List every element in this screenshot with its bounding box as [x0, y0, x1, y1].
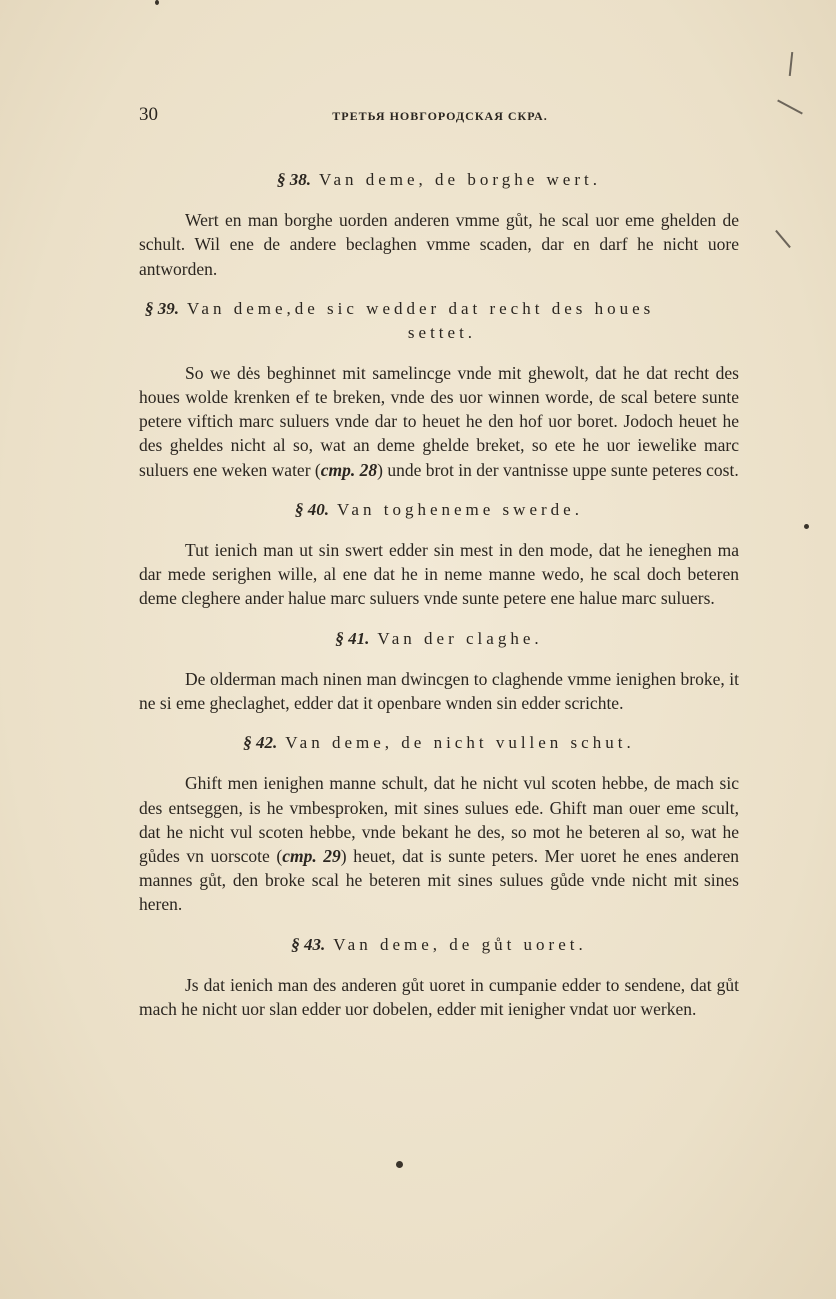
section-paragraph-43: Js dat ienich man des anderen gůt uoret in cumpanie edder to sendene, dat gůt mach he nicht uor slan edder uor dobelen, edder mit ienigher vndat uor werken. — [139, 974, 739, 1020]
section-heading-40 — [139, 498, 739, 522]
paragraph-text: So we dės beghinnet mit samelincge vnde mit ghewolt, dat he dat recht des houes wolde krenken ef te breken, vnde des uor winnen worde, de scal betere sunte petere viftich marc suluers vnde dar to heuet he den hof uor boret. Jodoch heuet he des gheldes nicht al so, wat an deme ghelde breket, so ete he uor iewelike marc suluers ene weken water ( — [139, 362, 739, 480]
section-paragraph-39 — [139, 361, 739, 482]
ink-speck — [804, 524, 809, 529]
cross-reference: cmp. 28 — [320, 459, 378, 480]
cross-reference: cmp. 29 — [282, 846, 341, 867]
section-number: § 42. — [243, 733, 278, 753]
paragraph-text: ) heuet, dat is sunte peters. Mer uoret he enes anderen mannes gůt, den broke scal he beteren mit sines sulues gůde vnde nicht mit sines heren. — [139, 846, 739, 915]
section-heading-41 — [139, 627, 739, 651]
section-heading-42 — [139, 731, 739, 755]
section-heading-43 — [139, 933, 739, 957]
section-title: Van deme, de borghe wert. — [319, 170, 601, 189]
page-header — [139, 104, 741, 130]
section-number: § 43. — [291, 934, 326, 954]
page-edge-mark — [777, 100, 803, 115]
ink-speck — [155, 0, 159, 5]
section-title: Van deme, de gůt uoret. — [333, 934, 587, 954]
section-heading-38 — [139, 168, 739, 192]
paragraph-text: Ghift men ienighen manne schult, dat he nicht vul scoten hebbe, de mach sic des entseggen, is he vmbesproken, mit sines sulues ede. Ghift man ouer eme scult, dat he nicht vul scoten hebbe, vnde bekant he des, so mot he beteren al so, wat he gůdes vn uorscote ( — [139, 773, 739, 867]
section-number: § 39. — [145, 298, 179, 318]
section-number: § 38. — [277, 170, 312, 189]
section-title: Van deme, de nicht vullen schut. — [285, 733, 635, 753]
section-title-line1: Van deme,de sic wedder dat recht des houes — [187, 298, 655, 318]
section-heading-39 — [139, 297, 739, 345]
paragraph-text: ) unde brot in der vantnisse uppe sunte peteres cost. — [377, 459, 739, 480]
section-paragraph-42 — [139, 771, 739, 916]
page-edge-mark — [775, 230, 791, 248]
section-paragraph-38: Wert en man borghe uorden anderen vmme gůt, he scal uor eme ghelden de schult. Wil ene de andere beclaghen vmme scaden, dar en darf he nicht uore antworden. — [139, 210, 739, 279]
section-number: § 40. — [295, 499, 330, 519]
running-title: ТРЕТЬЯ НОВГОРОДСКАЯ СКРА. — [332, 109, 548, 123]
section-title: Van der claghe. — [377, 628, 543, 648]
page-edge-mark — [789, 52, 793, 76]
section-paragraph-40: Tut ienich man ut sin swert edder sin mest in den mode, dat he ieneghen ma dar mede serighen wille, al ene dat he in neme manne wedo, he scal doch beteren deme cleghere ander halue marc suluers vnde sunte petere ene halue marc suluers. — [139, 540, 739, 609]
section-paragraph-41: De olderman mach ninen man dwincgen to claghende vmme ienighen broke, it ne si eme gheclaghet, edder dat it openbare wnden sin edder scrichte. — [139, 668, 739, 714]
ink-speck — [396, 1161, 403, 1168]
section-title-line2: settet. — [407, 322, 477, 342]
section-title: Van togheneme swerde. — [337, 499, 583, 519]
section-number: § 41. — [335, 628, 370, 648]
page-number: 30 — [139, 104, 158, 125]
text-block — [139, 168, 739, 1037]
